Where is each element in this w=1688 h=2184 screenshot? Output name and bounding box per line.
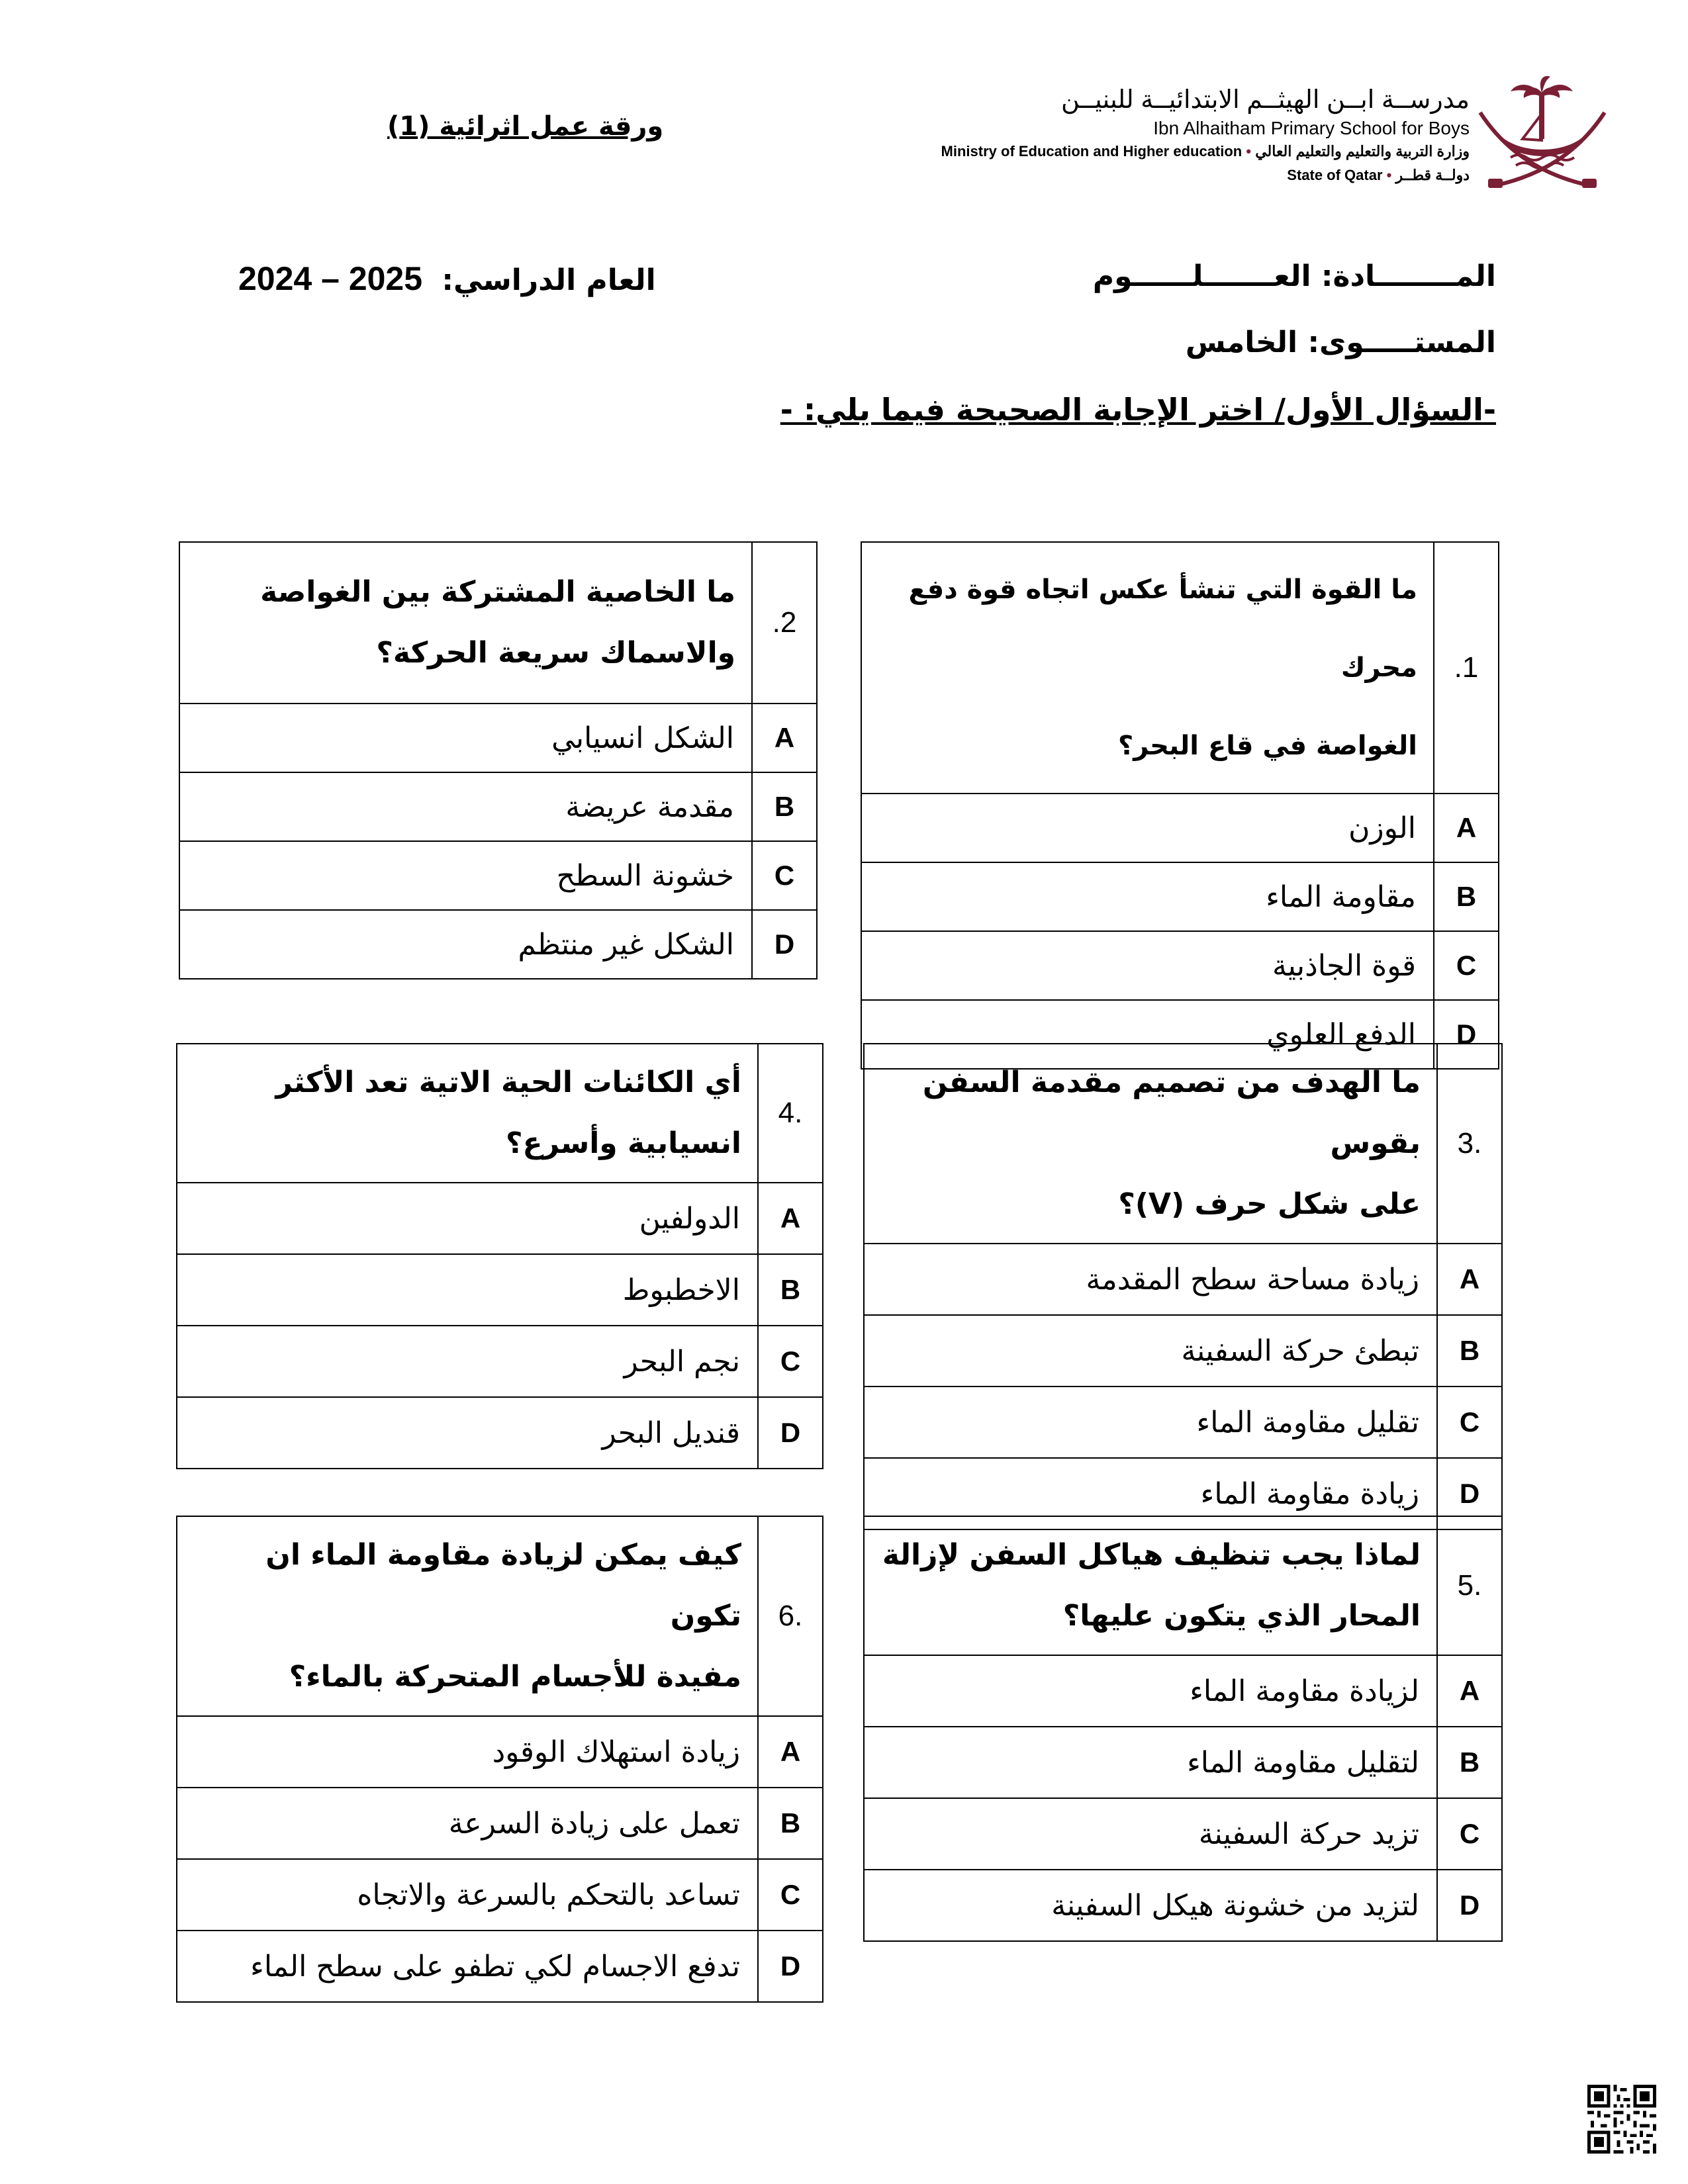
option-letter: A bbox=[1434, 794, 1499, 862]
option-letter: A bbox=[758, 1716, 823, 1788]
question-line: لماذا يجب تنظيف هياكل السفن لإزالة bbox=[882, 1538, 1421, 1572]
option-c[interactable]: نجم البحر bbox=[177, 1326, 758, 1397]
school-name-ar: مدرســة ابــن الهيثــم الابتدائيــة للبنيــن bbox=[1060, 86, 1470, 114]
option-a[interactable]: الوزن bbox=[861, 794, 1434, 862]
ministry-line: Ministry of Education and Higher education • وزارة التربية والتعليم والتعليم العالي bbox=[941, 143, 1470, 159]
option-c[interactable]: تزيد حركة السفينة bbox=[864, 1798, 1437, 1870]
option-letter: C bbox=[758, 1326, 823, 1397]
option-d[interactable]: زيادة مقاومة الماء bbox=[864, 1458, 1437, 1529]
question-number: 2. bbox=[752, 542, 817, 704]
question-text bbox=[179, 542, 752, 704]
option-d[interactable]: قنديل البحر bbox=[177, 1397, 758, 1469]
ministry-en: Ministry of Education and Higher education bbox=[941, 143, 1243, 159]
option-d[interactable]: لتزيد من خشونة هيكل السفينة bbox=[864, 1870, 1437, 1941]
option-letter: D bbox=[1437, 1458, 1502, 1529]
option-b[interactable]: الاخطبوط bbox=[177, 1254, 758, 1326]
question-line: على شكل حرف (V)؟ bbox=[1118, 1187, 1421, 1221]
question-line: الغواصة في قاع البحر؟ bbox=[1118, 731, 1417, 761]
state-en: State of Qatar bbox=[1287, 167, 1383, 183]
question-line: والاسماك سريعة الحركة؟ bbox=[376, 636, 735, 670]
question-table-2 bbox=[179, 541, 818, 979]
option-d[interactable]: الدفع العلوي bbox=[861, 1000, 1434, 1069]
option-letter: A bbox=[1437, 1655, 1502, 1727]
question-number: .6 bbox=[758, 1516, 823, 1716]
option-letter: C bbox=[1437, 1798, 1502, 1870]
question-text bbox=[864, 1044, 1437, 1244]
option-letter: D bbox=[758, 1397, 823, 1469]
question-number: .3 bbox=[1437, 1044, 1502, 1244]
level-label: المستـــــوى: الخامس bbox=[1185, 326, 1496, 359]
option-letter: B bbox=[1434, 862, 1499, 931]
option-d[interactable]: الشكل غير منتظم bbox=[179, 910, 752, 979]
question-line: مفيدة للأجسام المتحركة بالماء؟ bbox=[289, 1660, 741, 1694]
subject-label: المــــــــادة: العـــــــلــــــوم bbox=[1092, 259, 1496, 293]
question-number: .5 bbox=[1437, 1516, 1502, 1655]
option-letter: D bbox=[1434, 1000, 1499, 1069]
question-number: .4 bbox=[758, 1044, 823, 1183]
question-table-4 bbox=[176, 1043, 823, 1469]
option-c[interactable]: تساعد بالتحكم بالسرعة والاتجاه bbox=[177, 1859, 758, 1931]
question-line: ما الخاصية المشتركة بين الغواصة bbox=[260, 575, 735, 609]
option-letter: D bbox=[752, 910, 817, 979]
option-letter: B bbox=[1437, 1727, 1502, 1798]
question-number: 1. bbox=[1434, 542, 1499, 794]
option-letter: B bbox=[758, 1788, 823, 1859]
option-a[interactable]: لزيادة مقاومة الماء bbox=[864, 1655, 1437, 1727]
question-table-6 bbox=[176, 1516, 823, 2003]
question-line: ما القوة التي تنشأ عكس اتجاه قوة دفع محرك bbox=[908, 574, 1417, 683]
worksheet-title: ورقة عمل اثرائية (1) bbox=[387, 111, 664, 142]
option-a[interactable]: الشكل انسيابي bbox=[179, 704, 752, 772]
question-table-3 bbox=[863, 1043, 1503, 1530]
question-text bbox=[864, 1516, 1437, 1655]
state-ar: دولــة قطــر bbox=[1395, 167, 1470, 183]
option-letter: B bbox=[1437, 1315, 1502, 1387]
option-letter: B bbox=[752, 772, 817, 841]
question-text bbox=[177, 1516, 758, 1716]
year-value: 2024 – 2025 bbox=[238, 260, 423, 297]
question-line: كيف يمكن لزيادة مقاومة الماء ان تكون bbox=[265, 1538, 741, 1633]
question-line: أي الكائنات الحية الاتية تعد الأكثر bbox=[275, 1066, 741, 1099]
option-letter: B bbox=[758, 1254, 823, 1326]
option-letter: A bbox=[752, 704, 817, 772]
qr-code-icon bbox=[1587, 2085, 1656, 2154]
option-d[interactable]: تدفع الاجسام لكي تطفو على سطح الماء bbox=[177, 1931, 758, 2002]
option-b[interactable]: مقدمة عريضة bbox=[179, 772, 752, 841]
qatar-emblem-icon bbox=[1476, 74, 1609, 193]
option-letter: C bbox=[1434, 931, 1499, 1000]
option-letter: A bbox=[758, 1183, 823, 1254]
option-letter: C bbox=[752, 841, 817, 910]
option-b[interactable]: تبطئ حركة السفينة bbox=[864, 1315, 1437, 1387]
question-line: المحار الذي يتكون عليها؟ bbox=[1062, 1599, 1421, 1633]
option-c[interactable]: تقليل مقاومة الماء bbox=[864, 1387, 1437, 1458]
option-letter: C bbox=[758, 1859, 823, 1931]
option-b[interactable]: تعمل على زيادة السرعة bbox=[177, 1788, 758, 1859]
option-a[interactable]: الدولفين bbox=[177, 1183, 758, 1254]
question-text bbox=[177, 1044, 758, 1183]
section-heading: -السؤال الأول/ اختر الإجابة الصحيحة فيما يلي: - bbox=[780, 392, 1496, 428]
question-table-5 bbox=[863, 1516, 1503, 1942]
option-letter: A bbox=[1437, 1244, 1502, 1315]
question-table-1 bbox=[861, 541, 1499, 1069]
academic-year bbox=[238, 259, 656, 298]
option-a[interactable]: زيادة استهلاك الوقود bbox=[177, 1716, 758, 1788]
school-header bbox=[841, 78, 1470, 197]
option-b[interactable]: مقاومة الماء bbox=[861, 862, 1434, 931]
year-label: العام الدراسي: bbox=[442, 263, 656, 297]
ministry-ar: وزارة التربية والتعليم والتعليم العالي bbox=[1255, 143, 1470, 159]
option-c[interactable]: خشونة السطح bbox=[179, 841, 752, 910]
option-letter: D bbox=[758, 1931, 823, 2002]
option-a[interactable]: زيادة مساحة سطح المقدمة bbox=[864, 1244, 1437, 1315]
state-line: State of Qatar • دولــة قطــر bbox=[1287, 167, 1470, 183]
option-c[interactable]: قوة الجاذبية bbox=[861, 931, 1434, 1000]
option-letter: C bbox=[1437, 1387, 1502, 1458]
option-letter: D bbox=[1437, 1870, 1502, 1941]
school-name-en: Ibn Alhaitham Primary School for Boys bbox=[1153, 118, 1470, 138]
question-line: انسيابية وأسرع؟ bbox=[506, 1126, 741, 1160]
option-b[interactable]: لتقليل مقاومة الماء bbox=[864, 1727, 1437, 1798]
question-line: ما الهدف من تصميم مقدمة السفن بقوس bbox=[922, 1066, 1421, 1160]
question-text bbox=[861, 542, 1434, 794]
